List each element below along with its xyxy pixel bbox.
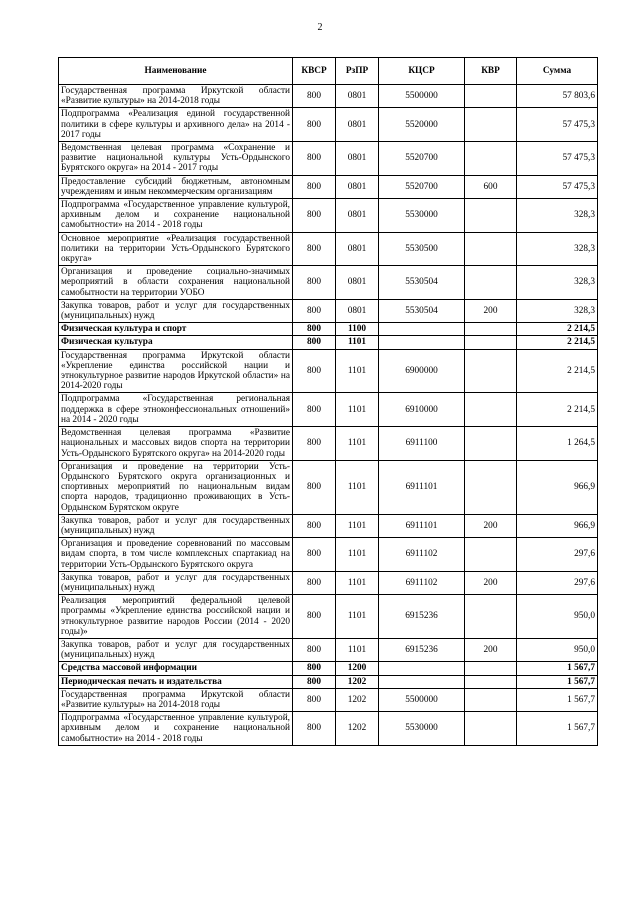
cell-rzpr: 1101 [336,393,379,427]
cell-name: Государственная программа Иркутской области «Развитие культуры» на 2014-2018 годы [59,688,293,711]
cell-kvr [465,323,517,336]
cell-sum: 950,0 [517,595,598,639]
cell-sum: 297,6 [517,538,598,572]
cell-kvsr: 800 [293,662,336,675]
cell-kcsr: 6900000 [379,349,465,393]
cell-name: Ведомственная целевая программа «Развитие национальных и массовых видов спорта на территории Усть-Ордынского Бурятского округа» на 2014-2020 годы [59,427,293,461]
cell-kvsr: 800 [293,199,336,233]
cell-kcsr: 5520700 [379,175,465,198]
cell-sum: 1 567,7 [517,712,598,746]
cell-rzpr: 1202 [336,712,379,746]
cell-name: Закупка товаров, работ и услуг для государственных (муниципальных) нужд [59,299,293,322]
table-row [59,175,598,198]
cell-name: Ведомственная целевая программа «Сохранение и развитие национальной культуры Усть-Ордынского Бурятского округа» на 2014 - 2017 годы [59,142,293,176]
cell-rzpr: 1101 [336,638,379,661]
cell-name: Подпрограмма «Государственное управление культурой, архивным делом и сохранение национальной самобытности» на 2014 - 2018 годы [59,199,293,233]
table-row [59,142,598,176]
cell-rzpr: 1202 [336,675,379,688]
cell-name: Закупка товаров, работ и услуг для государственных (муниципальных) нужд [59,571,293,594]
cell-sum: 966,9 [517,514,598,537]
cell-rzpr: 1101 [336,460,379,514]
cell-kcsr [379,662,465,675]
cell-kvsr: 800 [293,571,336,594]
cell-sum: 328,3 [517,232,598,266]
cell-rzpr: 0801 [336,142,379,176]
cell-kcsr: 5530000 [379,712,465,746]
table-body [59,85,598,746]
cell-kvsr: 800 [293,108,336,142]
cell-kvr [465,199,517,233]
cell-name: Организация и проведение на территории Усть-Ордынского Бурятского округа организационных и спортивных мероприятий по национальным видам спорта народов, традиционно проживающих в Усть-Ордынском Бурятском округе [59,460,293,514]
cell-sum: 57 475,3 [517,175,598,198]
cell-name: Организация и проведение соревнований по массовым видам спорта, в том числе комплексных спартакиад на территории Усть-Ордынского Бурятского округа [59,538,293,572]
cell-name: Предоставление субсидий бюджетным, автономным учреждениям и иным некоммерческим организациям [59,175,293,198]
cell-kvr [465,393,517,427]
table-row [59,514,598,537]
cell-name: Закупка товаров, работ и услуг для государственных (муниципальных) нужд [59,514,293,537]
cell-rzpr: 1101 [336,514,379,537]
cell-name: Средства массовой информации [59,662,293,675]
cell-kcsr: 6910000 [379,393,465,427]
cell-kvsr: 800 [293,460,336,514]
cell-rzpr: 1101 [336,571,379,594]
cell-rzpr: 1100 [336,323,379,336]
table-row [59,688,598,711]
cell-sum: 1 567,7 [517,675,598,688]
header-kcsr: КЦСР [379,58,465,85]
cell-kcsr: 5500000 [379,688,465,711]
table-row [59,460,598,514]
table-row [59,662,598,675]
table-row [59,427,598,461]
cell-kvr [465,688,517,711]
cell-kvsr: 800 [293,712,336,746]
cell-rzpr: 1101 [336,427,379,461]
cell-kvsr: 800 [293,323,336,336]
cell-rzpr: 1101 [336,349,379,393]
cell-kvsr: 800 [293,675,336,688]
cell-sum: 1 567,7 [517,688,598,711]
cell-name: Физическая культура [59,336,293,349]
cell-name: Государственная программа Иркутской области «Развитие культуры» на 2014-2018 годы [59,85,293,108]
table-row [59,232,598,266]
cell-rzpr: 1101 [336,595,379,639]
cell-name: Закупка товаров, работ и услуг для государственных (муниципальных) нужд [59,638,293,661]
cell-kvr [465,675,517,688]
table-row [59,349,598,393]
cell-kvr: 200 [465,571,517,594]
cell-kvr [465,336,517,349]
cell-name: Периодическая печать и издательства [59,675,293,688]
table-row [59,199,598,233]
cell-rzpr: 0801 [336,108,379,142]
cell-kvr: 600 [465,175,517,198]
table-row [59,538,598,572]
cell-sum: 966,9 [517,460,598,514]
cell-kcsr: 5520000 [379,108,465,142]
cell-sum: 57 475,3 [517,108,598,142]
cell-rzpr: 0801 [336,85,379,108]
cell-kvsr: 800 [293,175,336,198]
cell-name: Подпрограмма «Государственное управление культурой, архивным делом и сохранение национальной самобытности» на 2014 - 2018 годы [59,712,293,746]
cell-sum: 57 475,3 [517,142,598,176]
table-row [59,266,598,300]
cell-kvsr: 800 [293,427,336,461]
cell-sum: 328,3 [517,299,598,322]
cell-name: Физическая культура и спорт [59,323,293,336]
cell-kvr [465,85,517,108]
cell-rzpr: 1202 [336,688,379,711]
cell-kvr [465,427,517,461]
cell-kvsr: 800 [293,514,336,537]
cell-kvsr: 800 [293,538,336,572]
cell-kcsr: 6915236 [379,595,465,639]
cell-sum: 2 214,5 [517,393,598,427]
cell-rzpr: 0801 [336,175,379,198]
cell-kvsr: 800 [293,688,336,711]
table-row [59,85,598,108]
cell-kvr [465,232,517,266]
cell-sum: 328,3 [517,266,598,300]
cell-kcsr: 5520700 [379,142,465,176]
cell-kvr [465,460,517,514]
cell-sum: 57 803,6 [517,85,598,108]
cell-kcsr: 6911101 [379,460,465,514]
cell-kvr: 200 [465,299,517,322]
cell-kvr [465,595,517,639]
cell-sum: 1 567,7 [517,662,598,675]
cell-kvsr: 800 [293,232,336,266]
cell-kvr [465,538,517,572]
cell-kvr [465,662,517,675]
cell-name: Основное мероприятие «Реализация государственной политики на территории Усть-Ордынского Бурятского округа» [59,232,293,266]
cell-kvsr: 800 [293,393,336,427]
header-name: Наименование [59,58,293,85]
table-row [59,675,598,688]
cell-kcsr: 6911100 [379,427,465,461]
cell-kvsr: 800 [293,349,336,393]
cell-kvsr: 800 [293,266,336,300]
header-sum: Сумма [517,58,598,85]
cell-name: Государственная программа Иркутской области «Укрепление единства российской нации и этнокультурное развитие народов Иркутской области» на 2014-2020 годы [59,349,293,393]
cell-kvsr: 800 [293,638,336,661]
cell-kcsr [379,323,465,336]
cell-kvsr: 800 [293,142,336,176]
cell-kvr: 200 [465,514,517,537]
header-kvsr: КВСР [293,58,336,85]
cell-kcsr: 5530000 [379,199,465,233]
cell-name: Подпрограмма «Государственная региональная поддержка в сфере этноконфессиональных отношений» на 2014 - 2020 годы [59,393,293,427]
cell-rzpr: 0801 [336,232,379,266]
cell-kvsr: 800 [293,595,336,639]
cell-sum: 2 214,5 [517,349,598,393]
cell-kvr [465,712,517,746]
cell-kvr: 200 [465,638,517,661]
table-row [59,712,598,746]
cell-kvsr: 800 [293,336,336,349]
cell-kcsr [379,336,465,349]
cell-kcsr: 5530504 [379,299,465,322]
cell-kvr [465,108,517,142]
cell-sum: 950,0 [517,638,598,661]
cell-rzpr: 0801 [336,199,379,233]
table-row [59,595,598,639]
budget-table [58,57,598,746]
header-rzpr: РзПР [336,58,379,85]
cell-kcsr: 6915236 [379,638,465,661]
cell-name: Реализация мероприятий федеральной целевой программы «Укрепление единства российской нации и этнокультурное развитие народов России (2014 - 2020 годы)» [59,595,293,639]
cell-rzpr: 1101 [336,336,379,349]
table-header-row [59,58,598,85]
cell-sum: 2 214,5 [517,336,598,349]
cell-kvsr: 800 [293,85,336,108]
cell-rzpr: 0801 [336,299,379,322]
cell-kcsr: 5530500 [379,232,465,266]
cell-kcsr: 6911102 [379,571,465,594]
table-row [59,108,598,142]
cell-rzpr: 1101 [336,538,379,572]
cell-kvsr: 800 [293,299,336,322]
table-row [59,336,598,349]
cell-kcsr: 6911101 [379,514,465,537]
cell-rzpr: 0801 [336,266,379,300]
cell-kcsr [379,675,465,688]
cell-kvr [465,349,517,393]
table-row [59,393,598,427]
cell-sum: 2 214,5 [517,323,598,336]
cell-kcsr: 5500000 [379,85,465,108]
cell-name: Организация и проведение социально-значимых мероприятий в области сохранения национальной самобытности на территории УОБО [59,266,293,300]
cell-sum: 328,3 [517,199,598,233]
cell-kvr [465,266,517,300]
table-row [59,638,598,661]
header-kvr: КВР [465,58,517,85]
page-number: 2 [317,22,323,33]
table-row [59,571,598,594]
cell-kvr [465,142,517,176]
table-row [59,323,598,336]
cell-sum: 1 264,5 [517,427,598,461]
cell-kcsr: 6911102 [379,538,465,572]
cell-sum: 297,6 [517,571,598,594]
cell-rzpr: 1200 [336,662,379,675]
table-row [59,299,598,322]
cell-name: Подпрограмма «Реализация единой государственной политики в сфере культуры и архивного дела» на 2014 - 2017 годы [59,108,293,142]
cell-kcsr: 5530504 [379,266,465,300]
